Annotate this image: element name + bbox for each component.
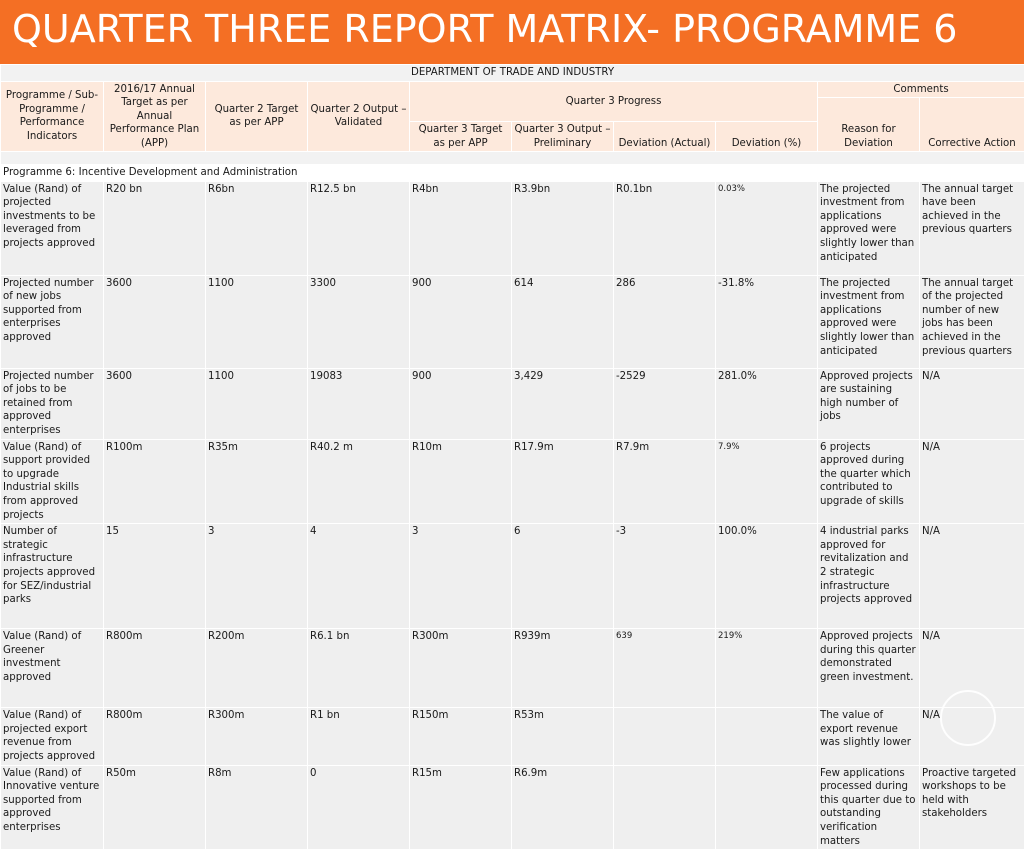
report-matrix-table — [0, 64, 1024, 850]
deviation-pct-cell: 100.0% — [716, 524, 818, 629]
corrective-action-cell: The annual target have been achieved in the previous quarters — [920, 181, 1024, 275]
q2-target-cell: 1100 — [206, 275, 308, 368]
deviation-actual-cell — [614, 765, 716, 850]
deviation-pct-cell: 281.0% — [716, 368, 818, 439]
indicator-cell: Number of strategic infrastructure projects approved for SEZ/industrial parks — [1, 524, 104, 629]
q3-output-cell: R6.9m — [512, 765, 614, 850]
annual-target-cell: R100m — [104, 439, 206, 524]
header-q3-progress: Quarter 3 Progress — [410, 81, 818, 122]
q3-target-cell: R15m — [410, 765, 512, 850]
annual-target-cell: R50m — [104, 765, 206, 850]
reason-cell: The value of export revenue was slightly lower — [818, 708, 920, 765]
reason-cell: The projected investment from applications approved were slightly lower than anticipated — [818, 275, 920, 368]
deviation-actual-cell: 639 — [614, 629, 716, 708]
header-comments: Comments — [818, 81, 1024, 98]
title-bar — [0, 0, 1024, 64]
reason-cell: 4 industrial parks approved for revitalization and 2 strategic infrastructure projects approved — [818, 524, 920, 629]
q3-output-cell: R939m — [512, 629, 614, 708]
header-indicators: Programme / Sub-Programme / Performance Indicators — [1, 81, 104, 152]
header-q3-target: Quarter 3 Target as per APP — [410, 122, 512, 152]
q2-output-cell: R40.2 m — [308, 439, 410, 524]
annual-target-cell: 15 — [104, 524, 206, 629]
indicator-cell: Value (Rand) of projected export revenue from projects approved — [1, 708, 104, 765]
header-deviation-actual: Deviation (Actual) — [614, 122, 716, 152]
table-row — [1, 708, 1024, 765]
spacer-row — [1, 152, 1024, 165]
q3-target-cell: 900 — [410, 275, 512, 368]
q2-output-cell: 0 — [308, 765, 410, 850]
corrective-action-cell: N/A — [920, 708, 1024, 765]
deviation-pct-cell: 7.9% — [716, 439, 818, 524]
q2-output-cell: R12.5 bn — [308, 181, 410, 275]
header-deviation-pct: Deviation (%) — [716, 122, 818, 152]
indicator-cell: Projected number of jobs to be retained from approved enterprises — [1, 368, 104, 439]
q3-output-cell: R17.9m — [512, 439, 614, 524]
indicator-cell: Value (Rand) of support provided to upgrade Industrial skills from approved projects — [1, 439, 104, 524]
deviation-actual-cell — [614, 708, 716, 765]
reason-cell: The projected investment from applications approved were slightly lower than anticipated — [818, 181, 920, 275]
reason-cell: Approved projects during this quarter demonstrated green investment. — [818, 629, 920, 708]
annual-target-cell: R800m — [104, 629, 206, 708]
header-reason: Reason for Deviation — [818, 98, 920, 152]
deviation-actual-cell: -2529 — [614, 368, 716, 439]
q3-target-cell: R300m — [410, 629, 512, 708]
q3-target-cell: R10m — [410, 439, 512, 524]
q3-target-cell: R150m — [410, 708, 512, 765]
table-row — [1, 275, 1024, 368]
department-label: DEPARTMENT OF TRADE AND INDUSTRY — [1, 65, 1024, 82]
corrective-action-cell: N/A — [920, 439, 1024, 524]
table-row — [1, 439, 1024, 524]
deviation-pct-cell: -31.8% — [716, 275, 818, 368]
indicator-cell: Value (Rand) of Innovative venture supported from approved enterprises — [1, 765, 104, 850]
deviation-actual-cell: -3 — [614, 524, 716, 629]
annual-target-cell: R800m — [104, 708, 206, 765]
table-row — [1, 629, 1024, 708]
q2-target-cell: R8m — [206, 765, 308, 850]
q2-target-cell: R300m — [206, 708, 308, 765]
reason-cell: Few applications processed during this quarter due to outstanding verification matters — [818, 765, 920, 850]
indicator-cell: Projected number of new jobs supported from enterprises approved — [1, 275, 104, 368]
indicator-cell: Value (Rand) of projected investments to be leveraged from projects approved — [1, 181, 104, 275]
q2-output-cell: R1 bn — [308, 708, 410, 765]
corrective-action-cell: N/A — [920, 368, 1024, 439]
q3-output-cell: 614 — [512, 275, 614, 368]
q2-target-cell: R200m — [206, 629, 308, 708]
corrective-action-cell: Proactive targeted workshops to be held with stakeholders — [920, 765, 1024, 850]
header-corrective-action: Corrective Action — [920, 98, 1024, 152]
q2-output-cell: 3300 — [308, 275, 410, 368]
header-row-1 — [1, 81, 1024, 98]
programme-row — [1, 165, 1024, 182]
q3-output-cell: R3.9bn — [512, 181, 614, 275]
page-title: QUARTER THREE REPORT MATRIX- PROGRAMME 6 — [12, 7, 957, 51]
q2-output-cell: 19083 — [308, 368, 410, 439]
deviation-actual-cell: R7.9m — [614, 439, 716, 524]
q2-target-cell: 1100 — [206, 368, 308, 439]
q3-output-cell: 3,429 — [512, 368, 614, 439]
table-row — [1, 181, 1024, 275]
annual-target-cell: R20 bn — [104, 181, 206, 275]
programme-label: Programme 6: Incentive Development and Administration — [1, 165, 1024, 182]
corrective-action-cell: N/A — [920, 629, 1024, 708]
indicator-cell: Value (Rand) of Greener investment approved — [1, 629, 104, 708]
slide-nav-button[interactable] — [940, 690, 996, 746]
header-q2-target: Quarter 2 Target as per APP — [206, 81, 308, 152]
q2-output-cell: 4 — [308, 524, 410, 629]
table-row — [1, 765, 1024, 850]
q3-target-cell: R4bn — [410, 181, 512, 275]
corrective-action-cell: The annual target of the projected number of new jobs has been achieved in the previous quarters — [920, 275, 1024, 368]
department-row — [1, 65, 1024, 82]
deviation-pct-cell — [716, 708, 818, 765]
annual-target-cell: 3600 — [104, 275, 206, 368]
annual-target-cell: 3600 — [104, 368, 206, 439]
corrective-action-cell: N/A — [920, 524, 1024, 629]
deviation-actual-cell: R0.1bn — [614, 181, 716, 275]
q3-target-cell: 900 — [410, 368, 512, 439]
deviation-pct-cell — [716, 765, 818, 850]
deviation-actual-cell: 286 — [614, 275, 716, 368]
table-row — [1, 524, 1024, 629]
reason-cell: 6 projects approved during the quarter which contributed to upgrade of skills — [818, 439, 920, 524]
header-q3-output: Quarter 3 Output – Preliminary — [512, 122, 614, 152]
q2-target-cell: R35m — [206, 439, 308, 524]
reason-cell: Approved projects are sustaining high number of jobs — [818, 368, 920, 439]
table-row — [1, 368, 1024, 439]
header-annual-target: 2016/17 Annual Target as per Annual Performance Plan (APP) — [104, 81, 206, 152]
q3-output-cell: R53m — [512, 708, 614, 765]
q2-target-cell: 3 — [206, 524, 308, 629]
deviation-pct-cell: 0.03% — [716, 181, 818, 275]
q2-output-cell: R6.1 bn — [308, 629, 410, 708]
q2-target-cell: R6bn — [206, 181, 308, 275]
q3-target-cell: 3 — [410, 524, 512, 629]
header-q2-output: Quarter 2 Output – Validated — [308, 81, 410, 152]
deviation-pct-cell: 219% — [716, 629, 818, 708]
q3-output-cell: 6 — [512, 524, 614, 629]
